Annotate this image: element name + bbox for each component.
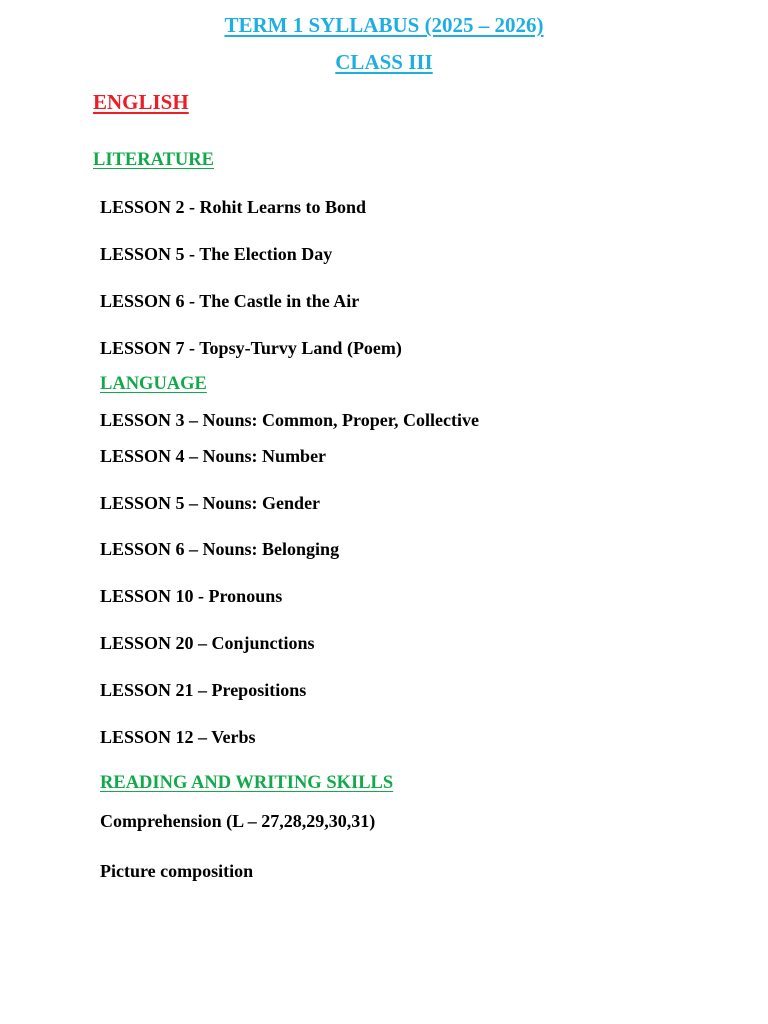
list-item: LESSON 5 - The Election Day <box>100 244 333 264</box>
section-heading-language: LANGUAGE <box>100 374 207 394</box>
document-title: TERM 1 SYLLABUS (2025 – 2026) <box>224 13 544 37</box>
subject-heading: ENGLISH <box>93 90 189 114</box>
list-item: LESSON 12 – Verbs <box>100 727 256 747</box>
list-item: Comprehension (L – 27,28,29,30,31) <box>100 811 376 831</box>
list-item: LESSON 5 – Nouns: Gender <box>100 493 321 513</box>
list-item: LESSON 6 – Nouns: Belonging <box>100 539 340 559</box>
section-heading-reading-writing: READING AND WRITING SKILLS <box>100 773 394 793</box>
list-item: LESSON 21 – Prepositions <box>100 680 307 700</box>
list-item: LESSON 6 - The Castle in the Air <box>100 291 360 311</box>
list-item: LESSON 20 – Conjunctions <box>100 633 315 653</box>
list-item: LESSON 10 - Pronouns <box>100 586 283 606</box>
list-item: LESSON 4 – Nouns: Number <box>100 446 327 466</box>
class-title: CLASS III <box>335 50 433 74</box>
list-item: Picture composition <box>100 861 254 881</box>
section-heading-literature: LITERATURE <box>93 150 214 170</box>
list-item: LESSON 2 - Rohit Learns to Bond <box>100 197 367 217</box>
list-item: LESSON 3 – Nouns: Common, Proper, Collective <box>100 410 480 430</box>
list-item: LESSON 7 - Topsy-Turvy Land (Poem) <box>100 338 402 358</box>
